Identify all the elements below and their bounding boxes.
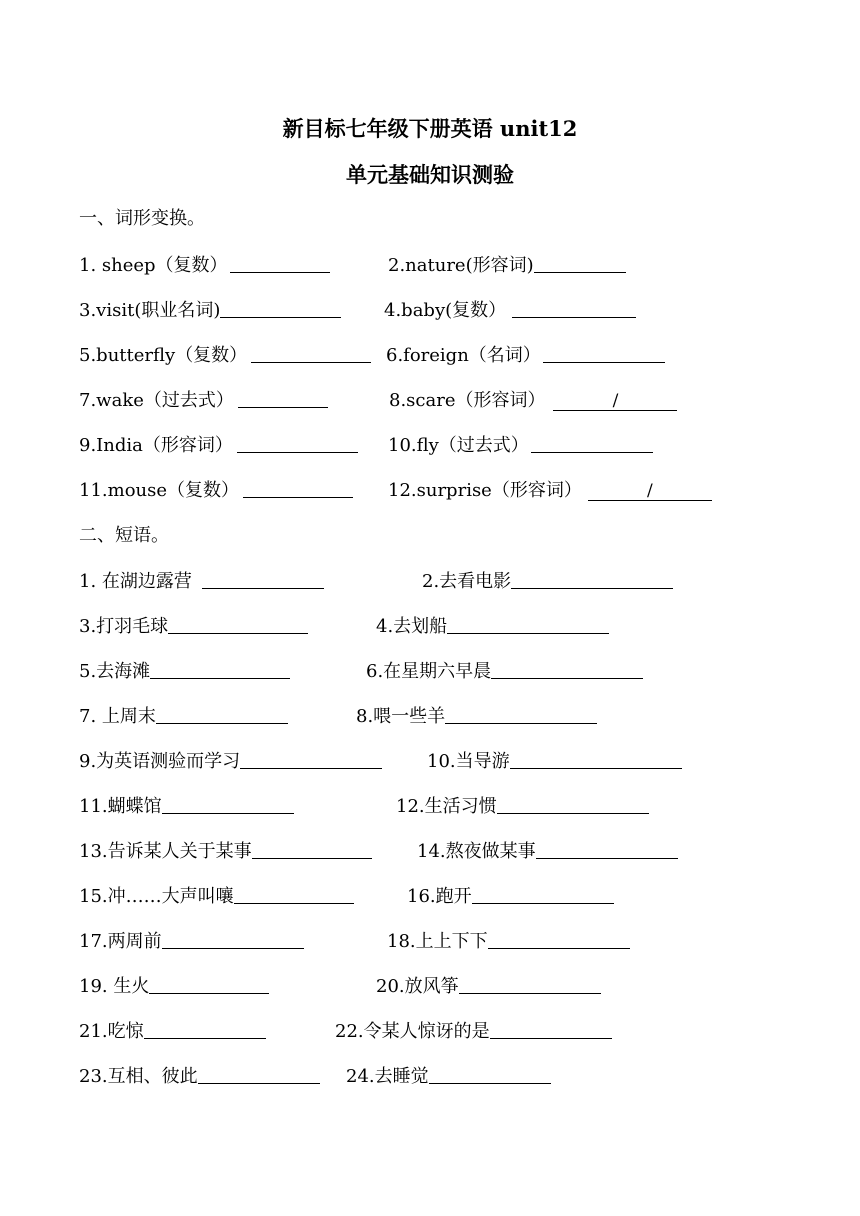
question-item bbox=[366, 657, 643, 683]
answer-blank[interactable] bbox=[472, 885, 614, 904]
answer-blank[interactable] bbox=[251, 344, 371, 363]
question-text: 11.蝴蝶馆 bbox=[79, 796, 162, 817]
answer-blank[interactable] bbox=[237, 434, 358, 453]
question-item bbox=[79, 702, 288, 728]
answer-blank[interactable] bbox=[252, 840, 372, 859]
answer-blank[interactable] bbox=[536, 840, 678, 859]
answer-blank[interactable] bbox=[230, 254, 330, 273]
section-2-heading: 二、短语。 bbox=[79, 525, 169, 546]
question-item bbox=[356, 702, 597, 728]
question-text: 18.上上下下 bbox=[387, 931, 488, 952]
question-text: 22.令某人惊讶的是 bbox=[335, 1021, 490, 1042]
question-item bbox=[79, 792, 294, 818]
answer-blank[interactable] bbox=[511, 570, 673, 589]
question-text: 8.scare（形容词） bbox=[389, 390, 546, 411]
question-text: 7. 上周末 bbox=[79, 706, 156, 727]
question-item bbox=[79, 837, 372, 863]
question-text: 12.生活习惯 bbox=[396, 796, 497, 817]
question-item bbox=[79, 882, 354, 908]
question-text: 1. 在湖边露营 bbox=[79, 571, 192, 592]
answer-blank[interactable] bbox=[156, 705, 288, 724]
question-text: 10.fly（过去式） bbox=[388, 435, 529, 456]
question-item bbox=[388, 431, 653, 457]
worksheet-subtitle: 单元基础知识测验 bbox=[346, 162, 514, 187]
question-item bbox=[427, 747, 682, 773]
question-text: 7.wake（过去式） bbox=[79, 390, 234, 411]
question-item bbox=[386, 341, 665, 367]
question-item bbox=[79, 251, 330, 277]
answer-blank[interactable] bbox=[243, 479, 353, 498]
question-item bbox=[79, 431, 358, 457]
question-text: 15.冲……大声叫嚷 bbox=[79, 886, 234, 907]
answer-blank[interactable] bbox=[429, 1065, 551, 1084]
answer-blank[interactable] bbox=[234, 885, 354, 904]
question-item bbox=[388, 476, 712, 502]
answer-blank[interactable] bbox=[162, 795, 294, 814]
question-item bbox=[376, 612, 609, 638]
question-text: 3.visit(职业名词) bbox=[79, 300, 221, 321]
answer-blank[interactable] bbox=[162, 930, 304, 949]
question-item bbox=[79, 296, 341, 322]
blank-divider: / bbox=[646, 481, 653, 501]
question-text: 5.butterfly（复数） bbox=[79, 345, 248, 366]
question-text: 3.打羽毛球 bbox=[79, 616, 169, 637]
question-item bbox=[79, 972, 269, 998]
question-text: 8.喂一些羊 bbox=[356, 706, 446, 727]
question-text: 11.mouse（复数） bbox=[79, 480, 240, 501]
answer-blank[interactable] bbox=[150, 660, 290, 679]
question-item bbox=[79, 341, 371, 367]
answer-blank[interactable] bbox=[220, 299, 341, 318]
question-item bbox=[79, 657, 290, 683]
question-text: 4.baby(复数） bbox=[384, 300, 507, 321]
answer-blank[interactable] bbox=[144, 1020, 266, 1039]
question-text: 23.互相、彼此 bbox=[79, 1066, 198, 1087]
question-item bbox=[79, 476, 353, 502]
blank-divider: / bbox=[612, 391, 619, 411]
question-text: 10.当导游 bbox=[427, 751, 510, 772]
question-item bbox=[79, 567, 324, 593]
question-text: 21.吃惊 bbox=[79, 1021, 144, 1042]
question-item bbox=[79, 612, 308, 638]
answer-blank[interactable] bbox=[490, 1020, 612, 1039]
question-text: 12.surprise（形容词） bbox=[388, 480, 582, 501]
answer-blank[interactable] bbox=[447, 615, 609, 634]
question-item bbox=[346, 1062, 551, 1088]
question-item bbox=[422, 567, 673, 593]
answer-blank[interactable] bbox=[149, 975, 269, 994]
question-text: 20.放风筝 bbox=[376, 976, 459, 997]
question-item bbox=[384, 296, 636, 322]
answer-blank[interactable] bbox=[459, 975, 601, 994]
answer-blank[interactable] bbox=[588, 482, 712, 501]
question-item bbox=[388, 251, 626, 277]
question-item bbox=[389, 386, 677, 412]
answer-blank[interactable] bbox=[497, 795, 649, 814]
answer-blank[interactable] bbox=[202, 570, 324, 589]
question-text: 17.两周前 bbox=[79, 931, 162, 952]
answer-blank[interactable] bbox=[534, 254, 626, 273]
question-text: 2.去看电影 bbox=[422, 571, 512, 592]
answer-blank[interactable] bbox=[553, 392, 677, 411]
question-text: 5.去海滩 bbox=[79, 661, 151, 682]
answer-blank[interactable] bbox=[512, 299, 636, 318]
answer-blank[interactable] bbox=[543, 344, 665, 363]
question-item bbox=[79, 747, 382, 773]
question-text: 1. sheep（复数） bbox=[79, 255, 228, 276]
question-text: 4.去划船 bbox=[376, 616, 448, 637]
question-text: 14.熬夜做某事 bbox=[417, 841, 536, 862]
section-1-heading: 一、词形变换。 bbox=[79, 208, 205, 229]
question-item bbox=[79, 1062, 320, 1088]
question-item bbox=[407, 882, 614, 908]
answer-blank[interactable] bbox=[238, 389, 328, 408]
question-text: 16.跑开 bbox=[407, 886, 472, 907]
question-text: 9.为英语测验而学习 bbox=[79, 751, 241, 772]
question-item bbox=[79, 386, 328, 412]
answer-blank[interactable] bbox=[531, 434, 653, 453]
answer-blank[interactable] bbox=[510, 750, 682, 769]
worksheet-title: 新目标七年级下册英语 unit12 bbox=[282, 116, 578, 141]
question-item bbox=[79, 1017, 266, 1043]
answer-blank[interactable] bbox=[488, 930, 630, 949]
answer-blank[interactable] bbox=[445, 705, 597, 724]
answer-blank[interactable] bbox=[168, 615, 308, 634]
question-item bbox=[387, 927, 630, 953]
question-item bbox=[335, 1017, 612, 1043]
question-item bbox=[376, 972, 601, 998]
question-text: 13.告诉某人关于某事 bbox=[79, 841, 252, 862]
question-text: 2.nature(形容词) bbox=[388, 255, 534, 276]
question-text: 9.India（形容词） bbox=[79, 435, 233, 456]
question-item bbox=[396, 792, 649, 818]
question-text: 24.去睡觉 bbox=[346, 1066, 429, 1087]
question-text: 19. 生火 bbox=[79, 976, 150, 997]
question-text: 6.foreign（名词） bbox=[386, 345, 541, 366]
answer-blank[interactable] bbox=[198, 1065, 320, 1084]
question-text: 6.在星期六早晨 bbox=[366, 661, 492, 682]
answer-blank[interactable] bbox=[240, 750, 382, 769]
answer-blank[interactable] bbox=[491, 660, 643, 679]
question-item bbox=[417, 837, 678, 863]
question-item bbox=[79, 927, 304, 953]
